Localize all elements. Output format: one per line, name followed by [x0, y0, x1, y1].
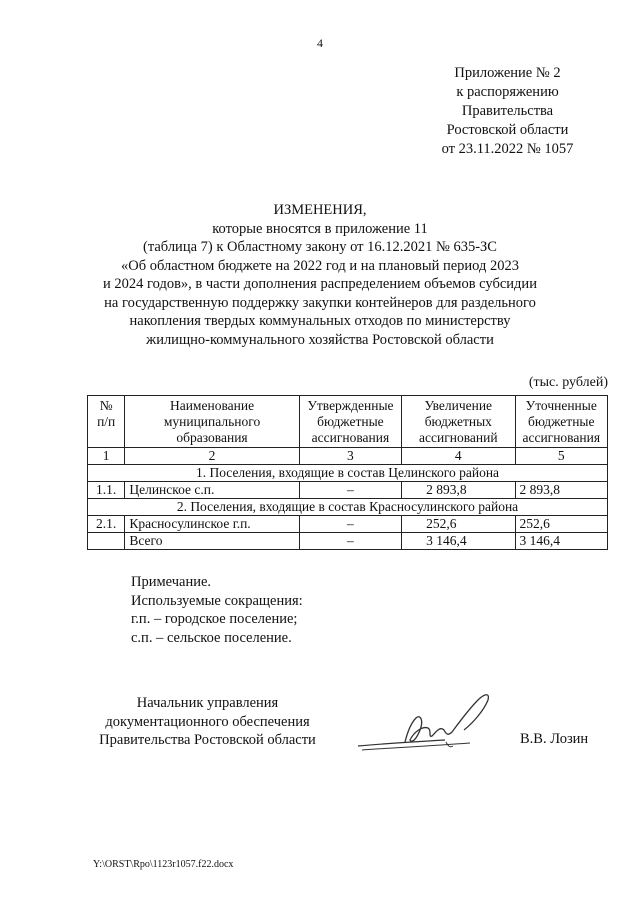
updated-value: 2 893,8: [515, 482, 608, 499]
handwritten-signature: [350, 680, 500, 760]
document-title: [60, 201, 580, 349]
header-municipality: Наименование муниципального образования: [125, 396, 299, 448]
note-line: с.п. – сельское поселение.: [131, 629, 292, 646]
appendix-line: Приложение № 2: [454, 65, 561, 81]
row-number: 1.1.: [88, 482, 125, 499]
column-number: 1: [88, 448, 125, 465]
title-line: на государственную поддержку закупки контейнеров для раздельного: [104, 294, 536, 311]
subsidy-table: [87, 395, 608, 550]
title-heading: ИЗМЕНЕНИЯ,: [273, 202, 367, 218]
signer-name: В.В. Лозин: [520, 731, 589, 747]
note-line: Примечание.: [131, 574, 212, 590]
header-increase: Увеличение бюджетных ассигнований: [402, 396, 515, 448]
header-approved: Утвержденные бюджетные ассигнования: [299, 396, 401, 448]
increase-value: 3 146,4: [402, 533, 515, 550]
column-number-row: [88, 448, 608, 465]
table-row: [88, 516, 608, 533]
approved-value: –: [299, 533, 401, 550]
section-row: [88, 499, 608, 516]
section-title: 2. Поселения, входящие в состав Красносулинского района: [88, 499, 608, 516]
column-number: 3: [299, 448, 401, 465]
signer-line: Начальник управления: [136, 695, 279, 711]
signer-line: Правительства Ростовской области: [99, 732, 316, 748]
file-path: Y:\ORST\Rpo\1123r1057.f22.docx: [93, 859, 234, 870]
signer-line: документационного обеспечения: [105, 713, 310, 730]
title-line: и 2024 годов», в части дополнения распределением объемов субсидии: [103, 276, 537, 292]
column-number: 5: [515, 448, 608, 465]
signer-title: [80, 694, 335, 750]
title-line: (таблица 7) к Областному закону от 16.12.2021 № 635-ЗС: [143, 239, 497, 255]
title-line: «Об областном бюджете на 2022 год и на плановый период 2023: [120, 257, 519, 274]
municipality-name: Целинское с.п.: [125, 482, 299, 499]
section-row: [88, 465, 608, 482]
approved-value: –: [299, 482, 401, 499]
column-number: 4: [402, 448, 515, 465]
note-line: г.п. – городское поселение;: [131, 611, 298, 627]
total-label: Всего: [125, 533, 299, 550]
appendix-reference: [420, 64, 595, 159]
column-number: 2: [125, 448, 299, 465]
header-number: № п/п: [88, 396, 125, 448]
abbreviations-note: [131, 573, 303, 647]
approved-value: –: [299, 516, 401, 533]
row-number: [88, 533, 125, 550]
updated-value: 252,6: [515, 516, 608, 533]
title-line: жилищно-коммунального хозяйства Ростовской области: [146, 331, 494, 348]
increase-value: 252,6: [402, 516, 515, 533]
title-line: накопления твердых коммунальных отходов по министерству: [129, 313, 511, 329]
appendix-line: от 23.11.2022 № 1057: [441, 141, 574, 157]
page-number: 4: [317, 36, 323, 50]
updated-value: 3 146,4: [515, 533, 608, 550]
section-title: 1. Поселения, входящие в состав Целинского района: [88, 465, 608, 482]
table-header-row: [88, 396, 608, 448]
units-label: (тыс. рублей): [528, 375, 608, 390]
total-row: [88, 533, 608, 550]
increase-value: 2 893,8: [402, 482, 515, 499]
appendix-line: Правительства: [461, 103, 554, 119]
appendix-line: Ростовской области: [446, 122, 569, 138]
note-line: Используемые сокращения:: [131, 592, 303, 609]
title-line: которые вносятся в приложение 11: [212, 220, 428, 237]
municipality-name: Красносулинское г.п.: [125, 516, 299, 533]
table-row: [88, 482, 608, 499]
header-updated: Уточненные бюджетные ассигнования: [515, 396, 608, 448]
row-number: 2.1.: [88, 516, 125, 533]
appendix-line: к распоряжению: [456, 84, 559, 100]
